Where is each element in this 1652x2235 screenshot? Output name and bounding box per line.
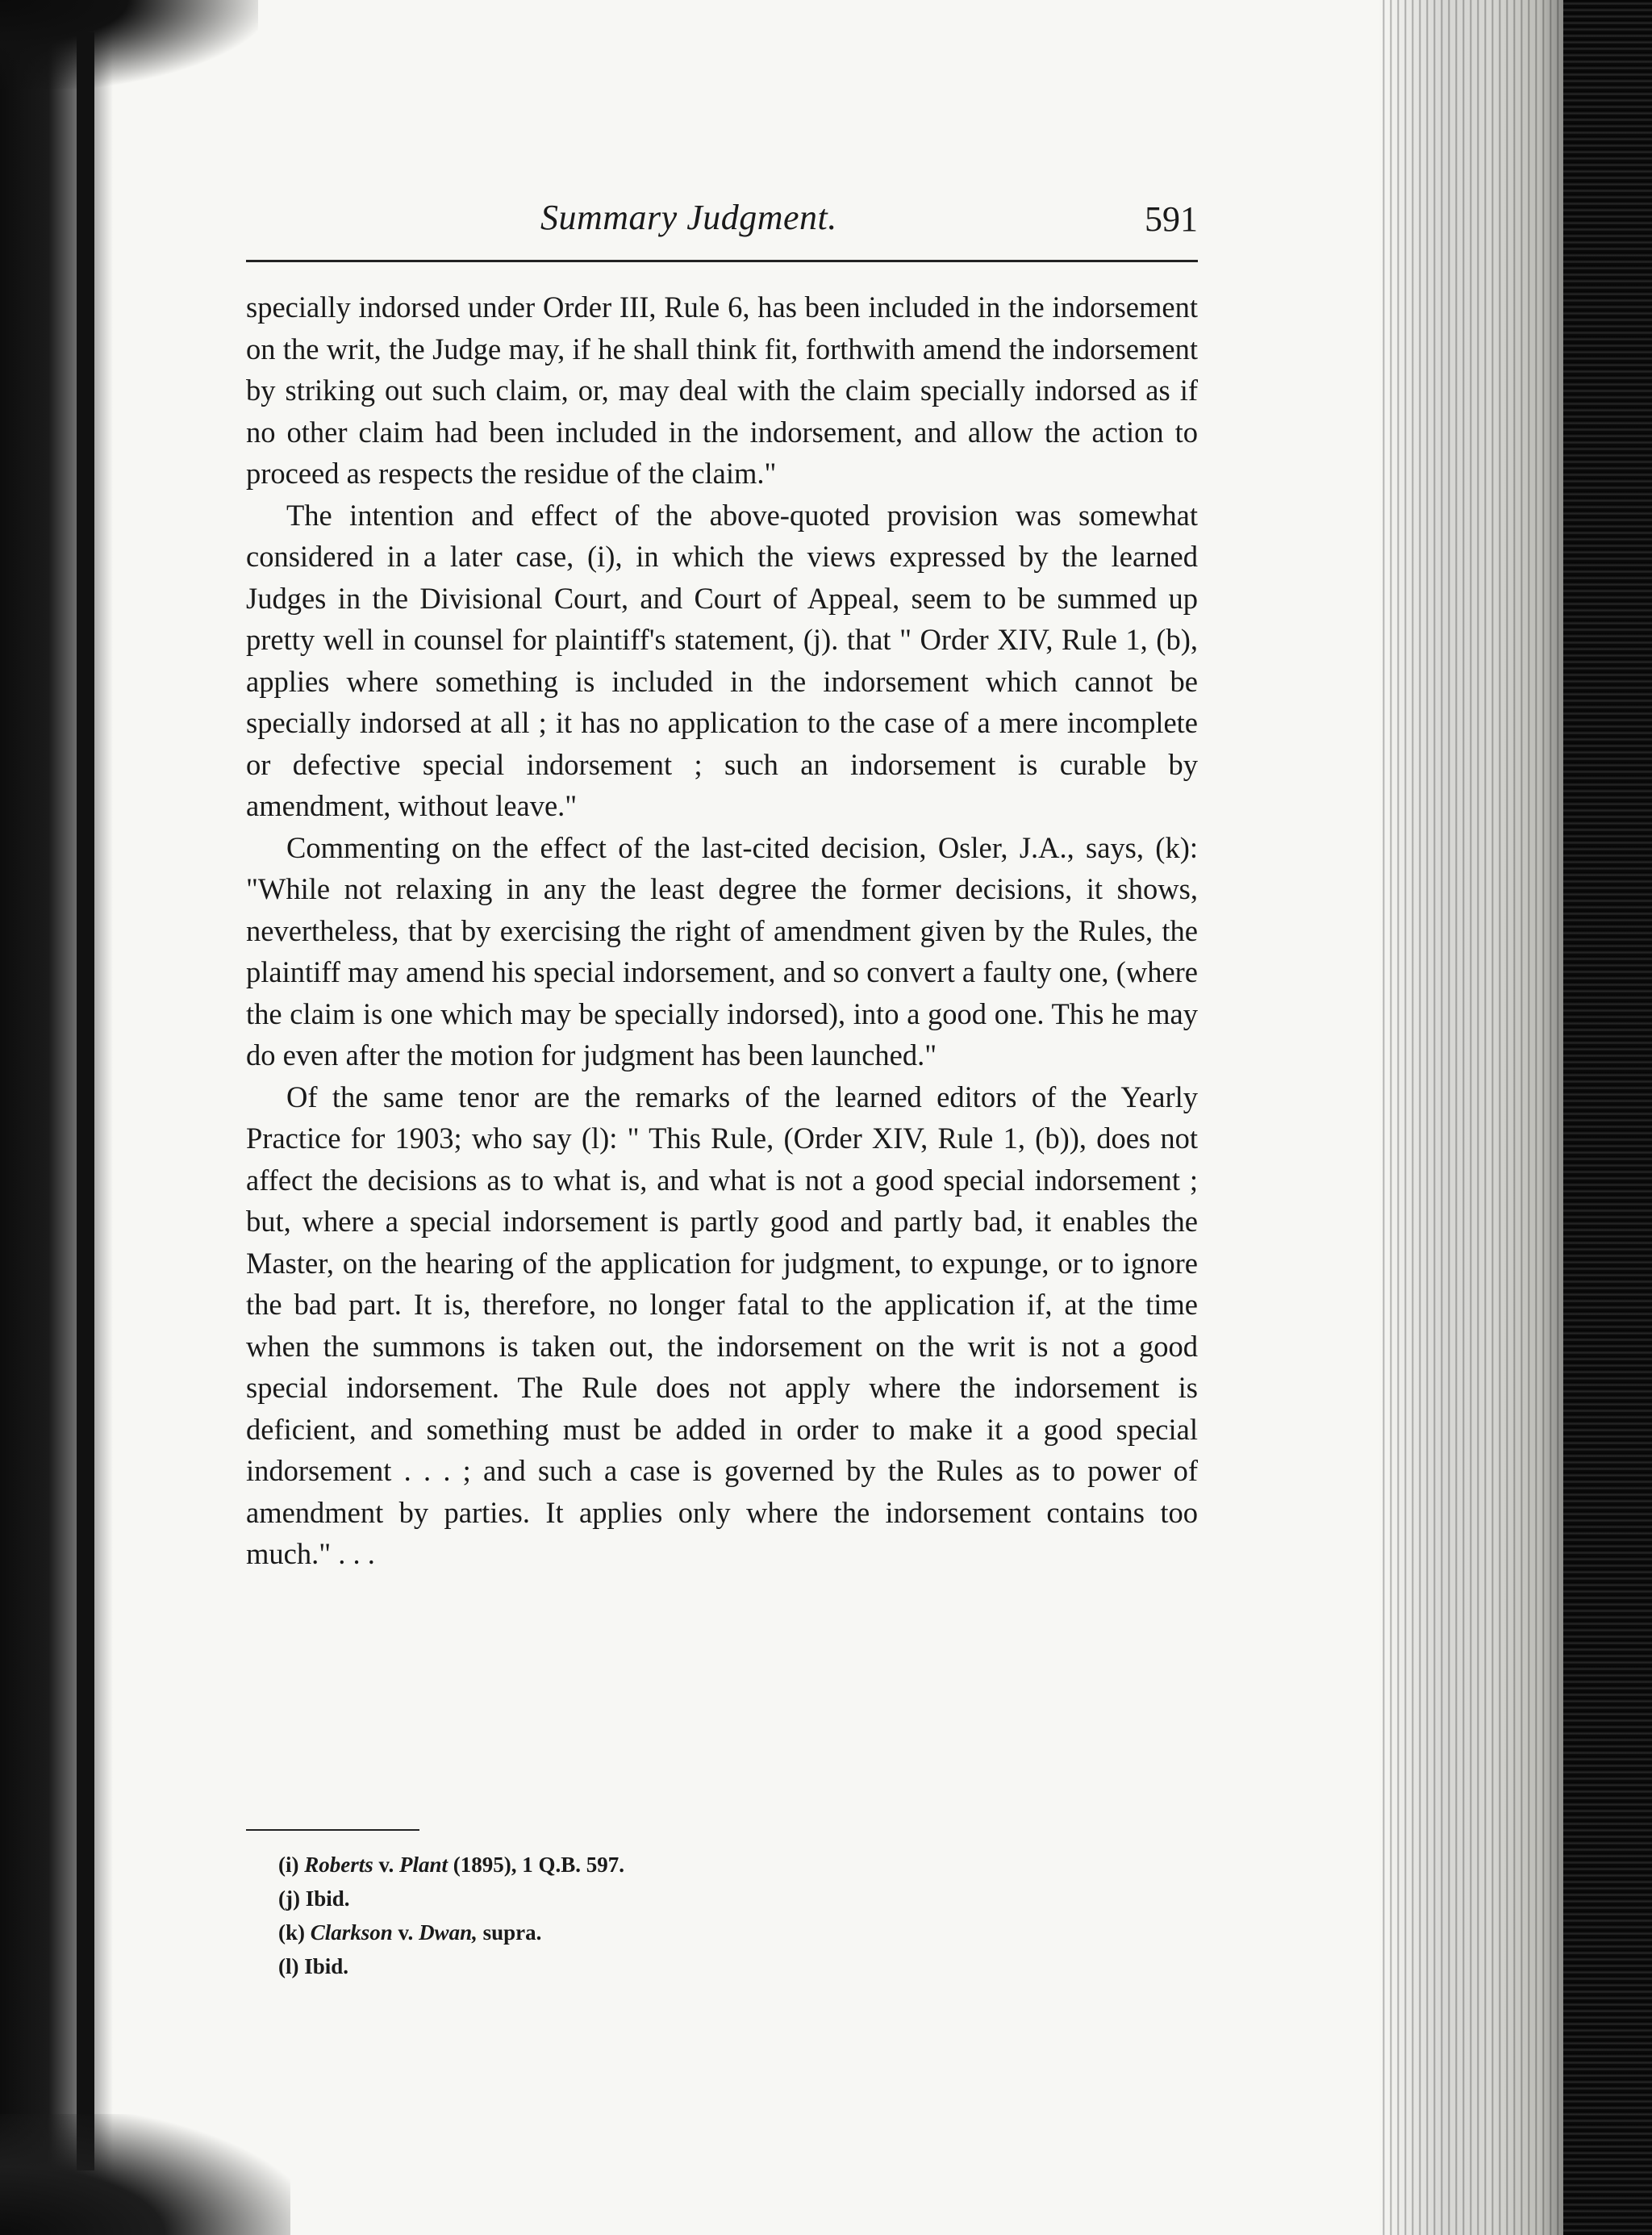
paragraph-1: specially indorsed under Order III, Rule 6, has been included in the indorsement on the writ, the Judge may, if he shall think fit, forthwith amend the indorsement by striking out such claim, or, may deal with the claim specially indorsed as if no other claim had been included in the indorsement, and allow the action to proceed as respects the residue of the claim." (246, 290, 1198, 490)
footnotes (278, 1848, 624, 1983)
footnote-text: Ibid. (305, 1886, 350, 1911)
versus: v. (398, 1920, 414, 1945)
footnote-l (278, 1949, 624, 1983)
case-name: Clarkson (310, 1920, 393, 1945)
paragraph-3: Commenting on the effect of the last-cited decision, Osler, J.A., says, (k): "While not relaxing in any the least degree the former decisions, it shows, nevertheless, that by exercising the right of amendment given by the Rules, the plaintiff may amend his special indorsement, and so convert a faulty one, (where the claim is one which may be specially indorsed), into a good one. This he may do even after the motion for judgment has been launched." (246, 830, 1198, 1072)
footnote-j (278, 1882, 624, 1915)
header-rule (246, 260, 1198, 262)
body-text (246, 286, 1198, 1575)
scan-top-corner-blot (0, 0, 258, 89)
paragraph-4: Of the same tenor are the remarks of the learned editors of the Yearly Practice for 1903; who say (l): " This Rule, (Order XIV, Rule 1, (b)), does not affect the decisions as to what is, and what is not a good special indorsement ; but, where a special indorsement is partly good and partly bad, it enables the Master, on the hearing of the application for judgment, to expunge, or to ignore the bad part. It is, therefore, no longer fatal to the application if, at the time when the summons is taken out, the indorsement on the writ is not a good special indorsement. The Rule does not apply where the indorsement is deficient, and something must be added in order to make it a good special indorsement . . . ; and such a case is governed by the Rules as to power of amendment by parties. It applies only where the indorsement contains too much." . . . (246, 1080, 1198, 1570)
paragraph-2: The intention and effect of the above-quoted provision was somewhat considered in a later case, (i), in which the views expressed by the learned Judges in the Divisional Court, and Court of Appeal, seem to be summed up pretty well in counsel for plaintiff's statement, (j). that " Order XIV, Rule 1, (b), applies where something is included in the indorsement which cannot be specially indorsed at all ; it has no application to the case of a mere incomplete or defective special indorsement ; such an indorsement is curable by amendment, without leave." (246, 498, 1198, 822)
footnote-k (278, 1915, 624, 1949)
scan-right-margin-shadow (1378, 0, 1652, 2235)
footnote-text: Ibid. (304, 1954, 349, 1978)
case-name: Dwan, (419, 1920, 478, 1945)
scan-left-binding-bar (77, 32, 94, 2170)
footnote-mark: (k) (278, 1920, 305, 1945)
page-number: 591 (1145, 199, 1198, 239)
footnote-rule (246, 1829, 419, 1831)
case-name: Plant (399, 1853, 448, 1877)
footnote-mark: (i) (278, 1853, 299, 1877)
case-name: Roberts (304, 1853, 373, 1877)
scan-bottom-corner-blot (0, 2114, 290, 2235)
running-title: Summary Judgment. (540, 198, 837, 237)
citation: supra. (482, 1920, 542, 1945)
versus: v. (378, 1853, 394, 1877)
scan-left-margin-shadow (0, 0, 113, 2235)
page-header (246, 192, 1198, 249)
footnote-mark: (l) (278, 1954, 299, 1978)
footnote-mark: (j) (278, 1886, 300, 1911)
scan-right-spine (1563, 0, 1652, 2235)
footnote-i (278, 1848, 624, 1882)
citation: (1895), 1 Q.B. 597. (453, 1853, 625, 1877)
